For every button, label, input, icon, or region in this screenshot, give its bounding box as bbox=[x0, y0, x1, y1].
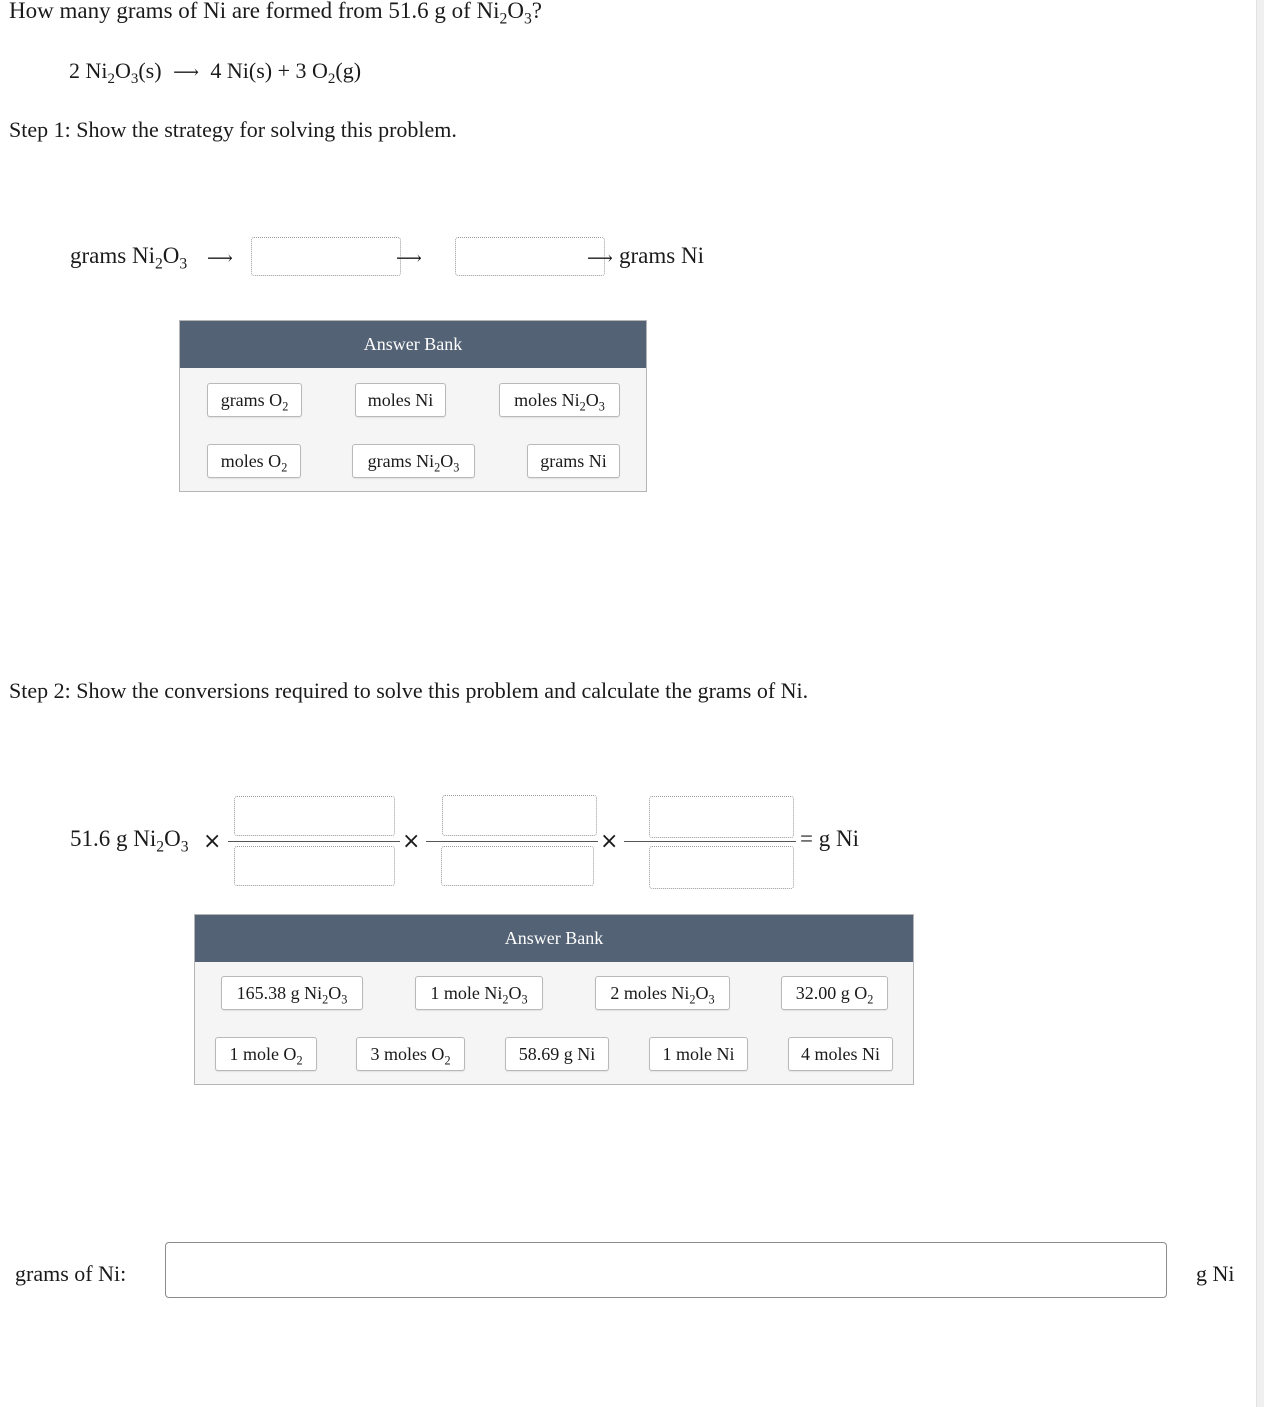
step1-start-label bbox=[70, 243, 188, 273]
eq-arrow-icon: ⟶ bbox=[173, 62, 199, 82]
chip-text: grams O bbox=[220, 390, 283, 410]
start-label-text: 51.6 g Ni bbox=[70, 826, 157, 851]
eq-sub: 3 bbox=[130, 71, 139, 88]
chip-text: 32.00 g O bbox=[795, 983, 868, 1003]
arrow-icon: ⟶ bbox=[396, 248, 422, 268]
chemical-equation bbox=[69, 58, 362, 88]
chip-text: 1 mole O bbox=[229, 1044, 297, 1064]
chip-sub: 2 bbox=[322, 992, 329, 1007]
chip-165-38-g-ni2o3[interactable] bbox=[221, 976, 363, 1010]
chip-oxygen: O bbox=[508, 983, 522, 1003]
fraction-bar bbox=[228, 841, 400, 842]
numerator-dropzone-3[interactable] bbox=[649, 796, 794, 838]
chip-32-00-g-o2[interactable] bbox=[781, 976, 888, 1010]
step2-answer-bank bbox=[194, 914, 914, 1085]
question-prefix: How many grams of Ni are formed from 51.6 g of Ni bbox=[9, 0, 500, 23]
start-sub: 2 bbox=[156, 838, 165, 856]
scrollbar[interactable] bbox=[1256, 0, 1264, 1407]
chip-sub: 3 bbox=[521, 992, 528, 1007]
fraction-bar bbox=[426, 841, 598, 842]
answer-label: grams of Ni: bbox=[15, 1261, 127, 1286]
chip-grams-ni[interactable] bbox=[527, 444, 620, 478]
start-sub: 3 bbox=[180, 838, 189, 856]
eq-sub: 2 bbox=[327, 71, 336, 88]
answer-bank-title: Answer Bank bbox=[180, 321, 646, 368]
chip-3-moles-o2[interactable] bbox=[356, 1037, 465, 1071]
chip-moles-ni2o3[interactable] bbox=[499, 383, 620, 417]
eq-products: 4 Ni(s) + 3 O bbox=[210, 58, 328, 83]
chip-sub: 2 bbox=[579, 399, 586, 414]
eq-sub: 2 bbox=[107, 71, 115, 88]
numerator-dropzone-2[interactable] bbox=[442, 795, 597, 836]
numerator-dropzone-1[interactable] bbox=[234, 796, 395, 836]
chip-sub: 2 bbox=[296, 1053, 303, 1068]
chip-1-mole-ni[interactable] bbox=[649, 1037, 748, 1071]
answer-bank-title: Answer Bank bbox=[195, 915, 913, 962]
chip-text: 1 mole Ni bbox=[430, 983, 503, 1003]
denominator-dropzone-2[interactable] bbox=[441, 846, 594, 886]
chip-sub: 2 bbox=[502, 992, 509, 1007]
chip-text: 165.38 g Ni bbox=[236, 983, 323, 1003]
start-sub: 3 bbox=[179, 255, 188, 273]
chip-sub: 2 bbox=[867, 992, 874, 1007]
chip-grams-ni2o3[interactable] bbox=[352, 444, 475, 478]
chip-sub: 2 bbox=[282, 399, 289, 414]
eq-state: (g) bbox=[335, 58, 362, 83]
chip-sub: 3 bbox=[341, 992, 348, 1007]
question-oxygen: O bbox=[507, 0, 524, 23]
chip-oxygen: O bbox=[440, 451, 454, 471]
chip-1-mole-o2[interactable] bbox=[215, 1037, 317, 1071]
chip-text: moles O bbox=[220, 451, 282, 471]
chip-moles-ni[interactable] bbox=[355, 383, 446, 417]
eq-oxygen: O bbox=[114, 58, 131, 83]
chip-sub: 2 bbox=[444, 1053, 451, 1068]
step1-heading: Step 1: Show the strategy for solving this problem. bbox=[9, 117, 457, 142]
question-sub: 2 bbox=[499, 10, 508, 28]
times-icon: × bbox=[203, 829, 222, 854]
step2-start-label bbox=[70, 826, 189, 856]
question-text bbox=[9, 0, 543, 28]
chip-sub: 2 bbox=[434, 460, 441, 475]
chip-text: grams Ni bbox=[540, 451, 607, 471]
times-icon: × bbox=[600, 829, 619, 854]
chip-sub: 3 bbox=[598, 399, 605, 414]
chip-oxygen: O bbox=[585, 390, 599, 410]
step2-heading: Step 2: Show the conversions required to solve this problem and calculate the grams of Ni. bbox=[9, 678, 809, 703]
question-sub: 3 bbox=[523, 10, 532, 28]
chip-sub: 3 bbox=[453, 460, 460, 475]
chip-sub: 2 bbox=[281, 460, 288, 475]
eq-reactant: 2 Ni bbox=[69, 58, 108, 83]
chip-text: 1 mole Ni bbox=[662, 1044, 735, 1064]
grams-ni-input[interactable] bbox=[165, 1242, 1167, 1298]
chip-moles-o2[interactable] bbox=[207, 444, 301, 478]
chip-text: 58.69 g Ni bbox=[518, 1044, 596, 1064]
denominator-dropzone-1[interactable] bbox=[234, 846, 395, 886]
chip-4-moles-ni[interactable] bbox=[788, 1037, 893, 1071]
chip-oxygen: O bbox=[695, 983, 709, 1003]
chip-text: moles Ni bbox=[367, 390, 434, 410]
chip-text: moles Ni bbox=[514, 390, 580, 410]
chip-text: grams Ni bbox=[367, 451, 435, 471]
answer-unit: g Ni bbox=[1196, 1261, 1235, 1286]
chip-58-69-g-ni[interactable] bbox=[505, 1037, 609, 1071]
step2-result-label: = g Ni bbox=[800, 826, 859, 851]
start-oxygen: O bbox=[164, 826, 181, 851]
chip-grams-o2[interactable] bbox=[207, 383, 302, 417]
chip-text: 3 moles O bbox=[370, 1044, 445, 1064]
eq-state: (s) bbox=[138, 58, 162, 83]
chip-1-mole-ni2o3[interactable] bbox=[415, 976, 543, 1010]
fraction-bar bbox=[624, 841, 796, 842]
chip-text: 4 moles Ni bbox=[801, 1044, 880, 1064]
strategy-dropzone-1[interactable] bbox=[251, 237, 401, 276]
chip-text: 2 moles Ni bbox=[610, 983, 690, 1003]
start-oxygen: O bbox=[162, 243, 180, 268]
chip-2-moles-ni2o3[interactable] bbox=[595, 976, 730, 1010]
start-label-text: grams Ni bbox=[70, 243, 155, 268]
step1-answer-bank bbox=[179, 320, 647, 492]
chip-sub: 3 bbox=[708, 992, 715, 1007]
chip-sub: 2 bbox=[689, 992, 696, 1007]
question-suffix: ? bbox=[531, 0, 543, 23]
arrow-icon: ⟶ bbox=[587, 248, 613, 268]
times-icon: × bbox=[402, 829, 421, 854]
strategy-dropzone-2[interactable] bbox=[455, 237, 605, 276]
chip-oxygen: O bbox=[328, 983, 342, 1003]
denominator-dropzone-3[interactable] bbox=[649, 846, 794, 889]
step1-end-label: grams Ni bbox=[619, 243, 704, 268]
start-sub: 2 bbox=[154, 255, 163, 273]
arrow-icon: ⟶ bbox=[207, 248, 233, 268]
